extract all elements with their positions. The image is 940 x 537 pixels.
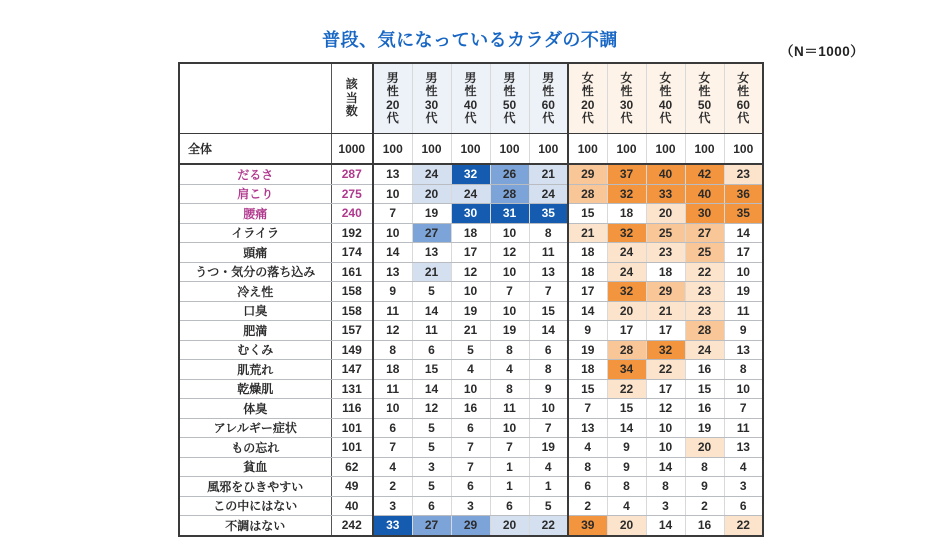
value-cell: 7	[451, 438, 490, 458]
value-cell: 26	[490, 164, 529, 184]
value-cell: 101	[331, 438, 373, 458]
row-label: 不調はない	[179, 516, 331, 536]
table-row	[179, 134, 763, 165]
value-cell: 22	[529, 516, 568, 536]
value-cell: 18	[646, 262, 685, 282]
value-cell: 28	[568, 184, 607, 204]
table-row	[179, 457, 763, 477]
value-cell: 31	[490, 204, 529, 224]
value-cell: 11	[412, 321, 451, 341]
value-cell: 5	[529, 496, 568, 516]
value-cell: 10	[451, 379, 490, 399]
value-cell: 13	[373, 164, 412, 184]
value-cell: 6	[490, 496, 529, 516]
value-cell: 240	[331, 204, 373, 224]
value-cell: 22	[724, 516, 763, 536]
vertical-label: 女 性 60 代	[736, 70, 750, 125]
value-cell: 28	[490, 184, 529, 204]
value-cell: 100	[373, 134, 412, 165]
value-cell: 7	[373, 204, 412, 224]
value-cell: 62	[331, 457, 373, 477]
value-cell: 17	[451, 243, 490, 263]
table-body	[179, 134, 763, 536]
value-cell: 10	[490, 223, 529, 243]
value-cell: 40	[646, 164, 685, 184]
value-cell: 20	[412, 184, 451, 204]
value-cell: 15	[529, 301, 568, 321]
value-cell: 7	[490, 282, 529, 302]
value-cell: 24	[529, 184, 568, 204]
value-cell: 6	[529, 340, 568, 360]
table-row	[179, 164, 763, 184]
value-cell: 16	[685, 360, 724, 380]
col-header-8	[646, 63, 685, 134]
table-row	[179, 399, 763, 419]
value-cell: 18	[451, 223, 490, 243]
value-cell: 17	[607, 321, 646, 341]
value-cell: 1	[490, 457, 529, 477]
header-row	[179, 63, 763, 134]
table-row	[179, 516, 763, 536]
value-cell: 17	[646, 379, 685, 399]
row-label: 全体	[179, 134, 331, 165]
value-cell: 18	[568, 360, 607, 380]
value-cell: 19	[724, 282, 763, 302]
value-cell: 6	[724, 496, 763, 516]
value-cell: 12	[451, 262, 490, 282]
table-row	[179, 477, 763, 497]
value-cell: 131	[331, 379, 373, 399]
value-cell: 35	[724, 204, 763, 224]
value-cell: 23	[724, 164, 763, 184]
value-cell: 7	[724, 399, 763, 419]
vertical-label: 男 性 40 代	[463, 70, 478, 125]
value-cell: 18	[607, 204, 646, 224]
value-cell: 9	[607, 457, 646, 477]
row-label: 頭痛	[179, 243, 331, 263]
value-cell: 24	[607, 262, 646, 282]
value-cell: 32	[451, 164, 490, 184]
value-cell: 275	[331, 184, 373, 204]
value-cell: 4	[451, 360, 490, 380]
value-cell: 8	[724, 360, 763, 380]
row-label: 肌荒れ	[179, 360, 331, 380]
value-cell: 14	[412, 301, 451, 321]
value-cell: 40	[685, 184, 724, 204]
value-cell: 5	[451, 340, 490, 360]
value-cell: 10	[529, 399, 568, 419]
value-cell: 5	[412, 418, 451, 438]
value-cell: 32	[607, 223, 646, 243]
value-cell: 192	[331, 223, 373, 243]
col-header-2	[412, 63, 451, 134]
value-cell: 10	[373, 223, 412, 243]
value-cell: 24	[451, 184, 490, 204]
value-cell: 15	[568, 379, 607, 399]
row-label: 乾燥肌	[179, 379, 331, 399]
value-cell: 161	[331, 262, 373, 282]
col-header-4	[490, 63, 529, 134]
value-cell: 15	[412, 360, 451, 380]
value-cell: 10	[490, 418, 529, 438]
value-cell: 27	[685, 223, 724, 243]
vertical-label: 女 性 20 代	[581, 70, 595, 125]
value-cell: 100	[490, 134, 529, 165]
value-cell: 21	[451, 321, 490, 341]
value-cell: 22	[685, 262, 724, 282]
value-cell: 8	[490, 379, 529, 399]
value-cell: 10	[373, 184, 412, 204]
table-row	[179, 360, 763, 380]
value-cell: 32	[607, 184, 646, 204]
row-label: この中にはない	[179, 496, 331, 516]
value-cell: 30	[451, 204, 490, 224]
value-cell: 3	[724, 477, 763, 497]
value-cell: 7	[490, 438, 529, 458]
value-cell: 8	[568, 457, 607, 477]
value-cell: 33	[373, 516, 412, 536]
value-cell: 21	[646, 301, 685, 321]
row-label: だるさ	[179, 164, 331, 184]
value-cell: 8	[529, 223, 568, 243]
value-cell: 14	[373, 243, 412, 263]
value-cell: 8	[490, 340, 529, 360]
value-cell: 8	[373, 340, 412, 360]
value-cell: 158	[331, 282, 373, 302]
col-header-6	[568, 63, 607, 134]
value-cell: 101	[331, 418, 373, 438]
value-cell: 32	[607, 282, 646, 302]
value-cell: 21	[568, 223, 607, 243]
value-cell: 16	[685, 516, 724, 536]
value-cell: 23	[685, 301, 724, 321]
value-cell: 1000	[331, 134, 373, 165]
row-label: むくみ	[179, 340, 331, 360]
value-cell: 8	[529, 360, 568, 380]
value-cell: 29	[568, 164, 607, 184]
value-cell: 6	[373, 418, 412, 438]
col-header-10	[724, 63, 763, 134]
value-cell: 19	[685, 418, 724, 438]
value-cell: 21	[412, 262, 451, 282]
value-cell: 158	[331, 301, 373, 321]
value-cell: 14	[412, 379, 451, 399]
value-cell: 12	[373, 321, 412, 341]
value-cell: 149	[331, 340, 373, 360]
value-cell: 20	[607, 301, 646, 321]
value-cell: 13	[724, 438, 763, 458]
col-header-0	[331, 63, 373, 134]
value-cell: 10	[451, 282, 490, 302]
table-row	[179, 282, 763, 302]
table-row	[179, 262, 763, 282]
row-label: 体臭	[179, 399, 331, 419]
value-cell: 27	[412, 516, 451, 536]
vertical-label: 男 性 20 代	[386, 70, 400, 125]
value-cell: 10	[490, 301, 529, 321]
table-row	[179, 243, 763, 263]
value-cell: 19	[412, 204, 451, 224]
value-cell: 11	[724, 301, 763, 321]
value-cell: 33	[646, 184, 685, 204]
table-row	[179, 204, 763, 224]
value-cell: 9	[373, 282, 412, 302]
table-row	[179, 184, 763, 204]
row-label: 口臭	[179, 301, 331, 321]
value-cell: 4	[724, 457, 763, 477]
value-cell: 19	[529, 438, 568, 458]
value-cell: 7	[529, 418, 568, 438]
value-cell: 28	[685, 321, 724, 341]
value-cell: 4	[607, 496, 646, 516]
value-cell: 29	[646, 282, 685, 302]
table-row	[179, 438, 763, 458]
value-cell: 12	[412, 399, 451, 419]
value-cell: 17	[568, 282, 607, 302]
value-cell: 6	[451, 418, 490, 438]
value-cell: 20	[607, 516, 646, 536]
value-cell: 29	[451, 516, 490, 536]
table-row	[179, 223, 763, 243]
value-cell: 19	[490, 321, 529, 341]
value-cell: 11	[724, 418, 763, 438]
row-label: もの忘れ	[179, 438, 331, 458]
value-cell: 19	[568, 340, 607, 360]
value-cell: 24	[685, 340, 724, 360]
value-cell: 20	[646, 204, 685, 224]
value-cell: 11	[490, 399, 529, 419]
value-cell: 35	[529, 204, 568, 224]
value-cell: 100	[646, 134, 685, 165]
row-label: 腰痛	[179, 204, 331, 224]
value-cell: 24	[607, 243, 646, 263]
value-cell: 4	[529, 457, 568, 477]
value-cell: 10	[646, 438, 685, 458]
value-cell: 10	[646, 418, 685, 438]
value-cell: 18	[568, 262, 607, 282]
value-cell: 23	[646, 243, 685, 263]
vertical-label: 女 性 40 代	[658, 70, 673, 125]
vertical-label: 男 性 50 代	[502, 70, 517, 125]
vertical-label: 男 性 30 代	[424, 70, 439, 125]
value-cell: 9	[607, 438, 646, 458]
table-row	[179, 301, 763, 321]
value-cell: 13	[412, 243, 451, 263]
value-cell: 7	[373, 438, 412, 458]
value-cell: 6	[412, 496, 451, 516]
value-cell: 22	[607, 379, 646, 399]
sample-size-label: （N＝1000）	[780, 44, 865, 59]
value-cell: 11	[373, 379, 412, 399]
value-cell: 100	[724, 134, 763, 165]
vertical-label: 該 当 数	[345, 77, 358, 119]
table-row	[179, 340, 763, 360]
row-label: うつ・気分の落ち込み	[179, 262, 331, 282]
table-row	[179, 321, 763, 341]
value-cell: 8	[646, 477, 685, 497]
value-cell: 287	[331, 164, 373, 184]
value-cell: 2	[373, 477, 412, 497]
value-cell: 27	[412, 223, 451, 243]
value-cell: 100	[568, 134, 607, 165]
value-cell: 100	[412, 134, 451, 165]
value-cell: 42	[685, 164, 724, 184]
value-cell: 14	[646, 516, 685, 536]
value-cell: 8	[685, 457, 724, 477]
value-cell: 15	[607, 399, 646, 419]
value-cell: 16	[685, 399, 724, 419]
row-label: 肩こり	[179, 184, 331, 204]
value-cell: 39	[568, 516, 607, 536]
value-cell: 6	[412, 340, 451, 360]
value-cell: 147	[331, 360, 373, 380]
value-cell: 9	[568, 321, 607, 341]
value-cell: 1	[529, 477, 568, 497]
value-cell: 157	[331, 321, 373, 341]
value-cell: 3	[451, 496, 490, 516]
value-cell: 14	[529, 321, 568, 341]
table-head	[179, 63, 763, 134]
value-cell: 100	[685, 134, 724, 165]
row-label: 冷え性	[179, 282, 331, 302]
value-cell: 24	[412, 164, 451, 184]
value-cell: 7	[451, 457, 490, 477]
value-cell: 28	[607, 340, 646, 360]
value-cell: 13	[373, 262, 412, 282]
value-cell: 34	[607, 360, 646, 380]
value-cell: 13	[568, 418, 607, 438]
row-label: アレルギー症状	[179, 418, 331, 438]
value-cell: 40	[331, 496, 373, 516]
row-label: イライラ	[179, 223, 331, 243]
value-cell: 1	[490, 477, 529, 497]
value-cell: 3	[412, 457, 451, 477]
value-cell: 8	[607, 477, 646, 497]
value-cell: 10	[724, 262, 763, 282]
value-cell: 14	[646, 457, 685, 477]
value-cell: 100	[607, 134, 646, 165]
value-cell: 11	[373, 301, 412, 321]
value-cell: 11	[529, 243, 568, 263]
table-row	[179, 496, 763, 516]
value-cell: 14	[724, 223, 763, 243]
value-cell: 22	[646, 360, 685, 380]
value-cell: 5	[412, 282, 451, 302]
value-cell: 242	[331, 516, 373, 536]
value-cell: 13	[724, 340, 763, 360]
value-cell: 4	[568, 438, 607, 458]
value-cell: 3	[646, 496, 685, 516]
value-cell: 14	[607, 418, 646, 438]
value-cell: 32	[646, 340, 685, 360]
row-label: 貧血	[179, 457, 331, 477]
page-title: 普段、気になっているカラダの不調	[322, 30, 618, 50]
row-label: 風邪をひきやすい	[179, 477, 331, 497]
value-cell: 14	[568, 301, 607, 321]
value-cell: 7	[568, 399, 607, 419]
vertical-label: 女 性 50 代	[697, 70, 712, 125]
value-cell: 10	[490, 262, 529, 282]
table-row	[179, 418, 763, 438]
vertical-label: 女 性 30 代	[619, 70, 634, 125]
value-cell: 36	[724, 184, 763, 204]
row-label: 肥満	[179, 321, 331, 341]
value-cell: 100	[451, 134, 490, 165]
value-cell: 17	[646, 321, 685, 341]
value-cell: 100	[529, 134, 568, 165]
value-cell: 18	[568, 243, 607, 263]
value-cell: 4	[490, 360, 529, 380]
col-header-9	[685, 63, 724, 134]
value-cell: 15	[568, 204, 607, 224]
value-cell: 9	[724, 321, 763, 341]
value-cell: 6	[568, 477, 607, 497]
value-cell: 10	[373, 399, 412, 419]
value-cell: 174	[331, 243, 373, 263]
col-header-7	[607, 63, 646, 134]
survey-table	[178, 62, 764, 537]
value-cell: 9	[529, 379, 568, 399]
value-cell: 25	[646, 223, 685, 243]
value-cell: 49	[331, 477, 373, 497]
table-row	[179, 379, 763, 399]
value-cell: 7	[529, 282, 568, 302]
value-cell: 25	[685, 243, 724, 263]
value-cell: 5	[412, 477, 451, 497]
col-header-3	[451, 63, 490, 134]
value-cell: 3	[373, 496, 412, 516]
value-cell: 13	[529, 262, 568, 282]
value-cell: 12	[646, 399, 685, 419]
value-cell: 20	[685, 438, 724, 458]
value-cell: 16	[451, 399, 490, 419]
value-cell: 10	[724, 379, 763, 399]
value-cell: 30	[685, 204, 724, 224]
value-cell: 6	[451, 477, 490, 497]
corner-cell	[179, 63, 331, 134]
col-header-5	[529, 63, 568, 134]
value-cell: 2	[685, 496, 724, 516]
value-cell: 23	[685, 282, 724, 302]
value-cell: 5	[412, 438, 451, 458]
value-cell: 116	[331, 399, 373, 419]
value-cell: 21	[529, 164, 568, 184]
value-cell: 37	[607, 164, 646, 184]
value-cell: 19	[451, 301, 490, 321]
value-cell: 2	[568, 496, 607, 516]
value-cell: 15	[685, 379, 724, 399]
value-cell: 9	[685, 477, 724, 497]
vertical-label: 男 性 60 代	[541, 70, 555, 125]
value-cell: 18	[373, 360, 412, 380]
value-cell: 4	[373, 457, 412, 477]
col-header-1	[373, 63, 412, 134]
value-cell: 12	[490, 243, 529, 263]
value-cell: 20	[490, 516, 529, 536]
value-cell: 17	[724, 243, 763, 263]
